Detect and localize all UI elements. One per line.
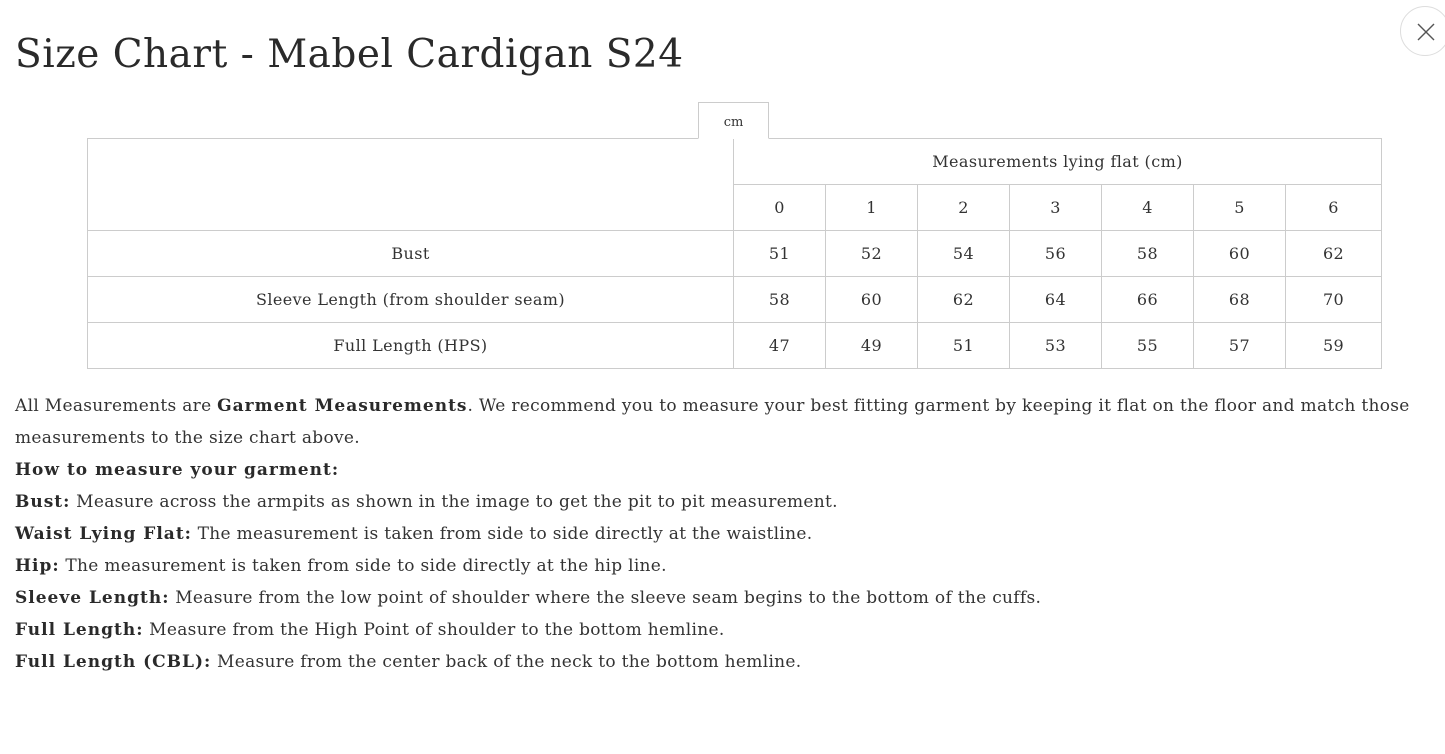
table-cell: 49: [826, 323, 918, 369]
note-desc: Measure from the High Point of shoulder to the bottom hemline.: [143, 620, 725, 640]
table-group-header: Measurements lying flat (cm): [734, 139, 1382, 185]
table-row: [88, 231, 1382, 277]
measurement-notes: [15, 390, 1435, 678]
note-hip: [15, 550, 1435, 582]
table-cell: 52: [826, 231, 918, 277]
row-label: Sleeve Length (from shoulder seam): [88, 277, 734, 323]
table-cell: 47: [734, 323, 826, 369]
table-cell: 66: [1102, 277, 1194, 323]
notes-intro-bold: Garment Measurements: [217, 396, 468, 416]
note-term: Waist Lying Flat:: [15, 524, 192, 544]
table-cell: 58: [734, 277, 826, 323]
note-desc: Measure from the center back of the neck to the bottom hemline.: [211, 652, 802, 672]
table-cell: 54: [918, 231, 1010, 277]
how-to-heading: [15, 454, 1435, 486]
note-term: Bust:: [15, 492, 71, 512]
notes-intro: [15, 390, 1435, 454]
note-desc: Measure from the low point of shoulder where the sleeve seam begins to the bottom of the cuffs.: [169, 588, 1042, 608]
notes-intro-text-after: . We recommend you to measure your best fitting garment by keeping it flat on the floor and match those measurements to the size chart above.: [15, 396, 1410, 448]
note-full-length-cbl: [15, 646, 1435, 678]
note-term: Full Length (CBL):: [15, 652, 212, 672]
note-term: Full Length:: [15, 620, 144, 640]
size-header: 1: [826, 185, 918, 231]
how-to-heading-text: How to measure your garment:: [15, 460, 340, 480]
table-corner-cell: [88, 139, 734, 231]
size-header: 5: [1194, 185, 1286, 231]
note-bust: [15, 486, 1435, 518]
table-cell: 64: [1010, 277, 1102, 323]
note-sleeve-length: [15, 582, 1435, 614]
size-header: 4: [1102, 185, 1194, 231]
size-table: [87, 138, 1382, 369]
table-cell: 59: [1286, 323, 1382, 369]
table-cell: 62: [1286, 231, 1382, 277]
note-full-length: [15, 614, 1435, 646]
table-cell: 70: [1286, 277, 1382, 323]
table-cell: 62: [918, 277, 1010, 323]
notes-intro-text: All Measurements are: [15, 396, 218, 416]
note-term: Hip:: [15, 556, 60, 576]
size-header: 2: [918, 185, 1010, 231]
table-cell: 56: [1010, 231, 1102, 277]
table-header-row: [88, 139, 1382, 185]
table-row: [88, 277, 1382, 323]
size-header: 3: [1010, 185, 1102, 231]
row-label: Bust: [88, 231, 734, 277]
page-title: Size Chart - Mabel Cardigan S24: [15, 32, 684, 77]
tab-cm[interactable]: cm: [698, 102, 769, 139]
table-cell: 57: [1194, 323, 1286, 369]
table-cell: 51: [918, 323, 1010, 369]
note-desc: The measurement is taken from side to side directly at the hip line.: [59, 556, 667, 576]
close-icon: [1417, 23, 1435, 41]
table-cell: 53: [1010, 323, 1102, 369]
table-cell: 58: [1102, 231, 1194, 277]
size-header: 0: [734, 185, 826, 231]
note-term: Sleeve Length:: [15, 588, 170, 608]
size-header: 6: [1286, 185, 1382, 231]
close-button[interactable]: [1400, 6, 1445, 56]
table-cell: 55: [1102, 323, 1194, 369]
table-row: [88, 323, 1382, 369]
table-cell: 60: [826, 277, 918, 323]
table-cell: 60: [1194, 231, 1286, 277]
table-cell: 68: [1194, 277, 1286, 323]
table-cell: 51: [734, 231, 826, 277]
note-desc: The measurement is taken from side to side directly at the waistline.: [191, 524, 813, 544]
note-desc: Measure across the armpits as shown in the image to get the pit to pit measurement.: [70, 492, 838, 512]
note-waist: [15, 518, 1435, 550]
row-label: Full Length (HPS): [88, 323, 734, 369]
